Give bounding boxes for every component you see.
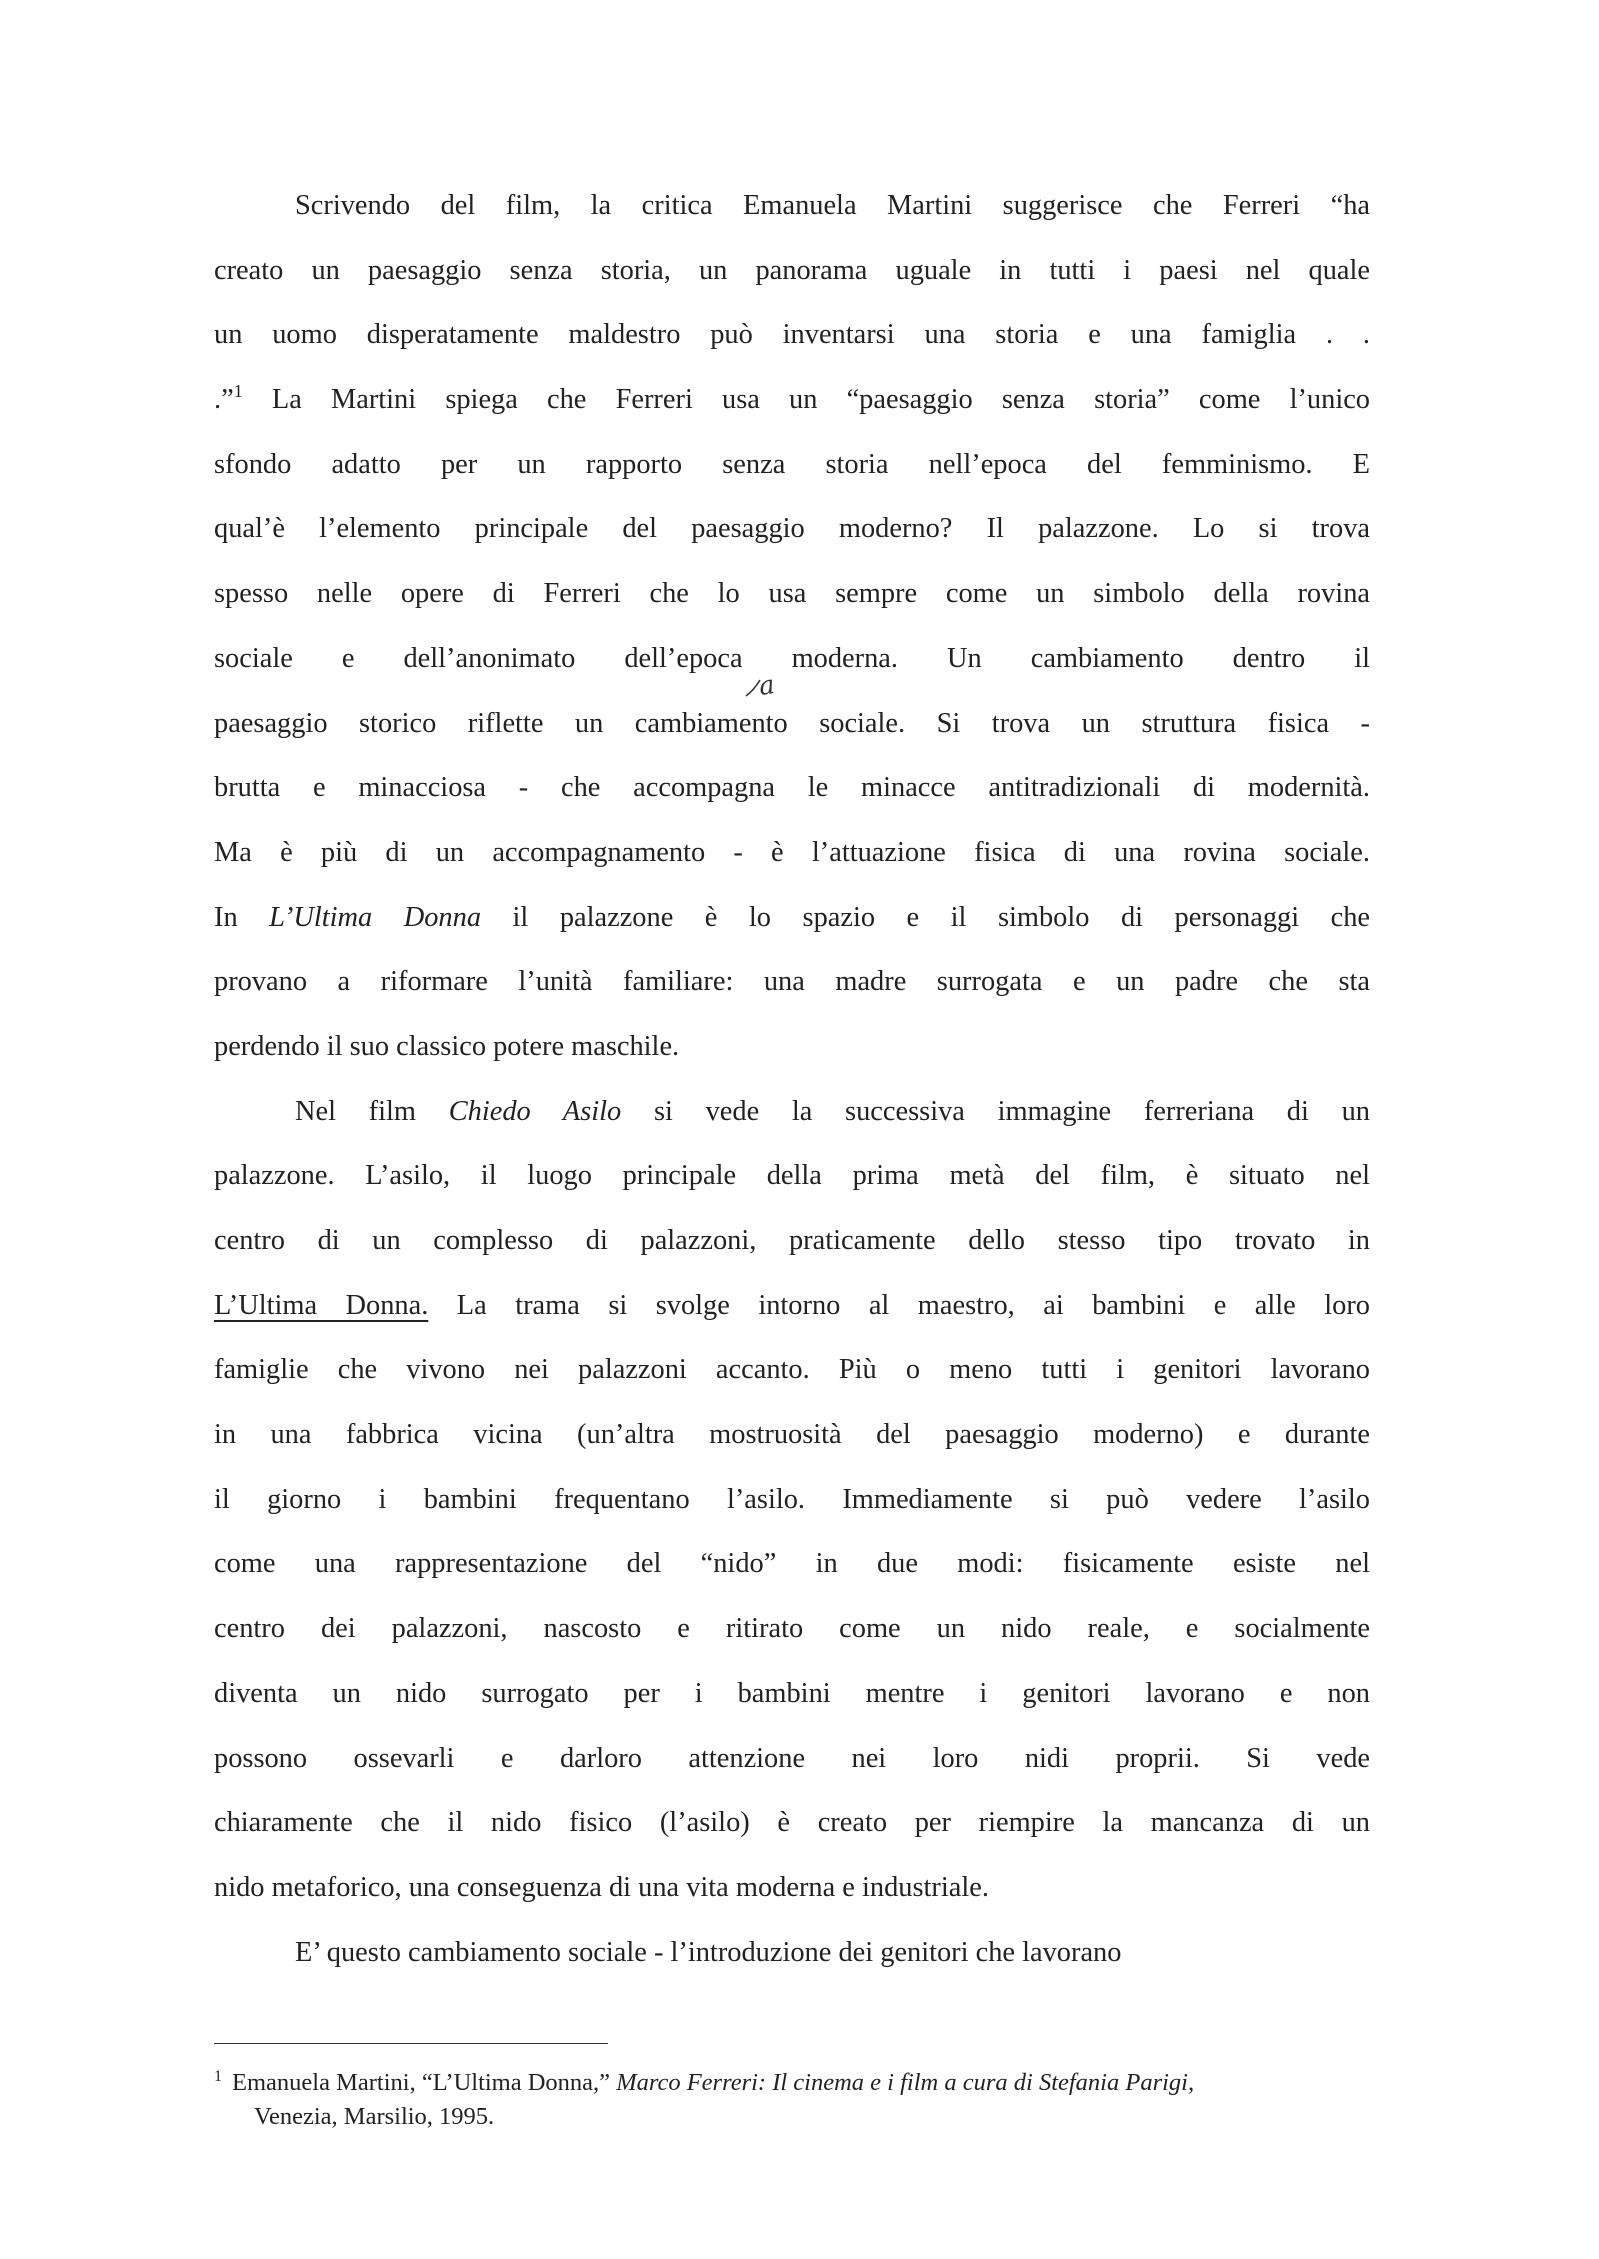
italic-title: L’Ultima Donna <box>269 901 482 933</box>
text-line: il giorno i bambini frequentano l’asilo. Immediamente si può vedere l’asilo <box>214 1483 1370 1515</box>
footnote-number: 1 <box>214 2068 222 2085</box>
italic-title: Chiedo Asilo <box>448 1095 622 1127</box>
text-line: un uomo disperatamente maldestro può inventarsi una storia e una famiglia . . <box>214 319 1370 351</box>
handwritten-correction: a <box>756 670 777 702</box>
text-line: centro dei palazzoni, nascosto e ritirato come un nido reale, e socialmente <box>214 1613 1370 1645</box>
text-line: sociale e dell’anonimato dell’epoca moderna. Un cambiamento dentro il <box>214 642 1370 674</box>
text-line: provano a riformare l’unità familiare: una madre surrogata e un padre che sta <box>214 966 1370 998</box>
text-line: In L’Ultima Donna il palazzone è lo spazio e il simbolo di personaggi che <box>214 901 1371 933</box>
footnote-reference: 1 <box>233 381 243 402</box>
text-line: L’Ultima Donna. La trama si svolge intorno al maestro, ai bambini e alle loro <box>214 1289 1370 1321</box>
text-line: diventa un nido surrogato per i bambini mentre i genitori lavorano e non <box>214 1677 1370 1709</box>
text-line: creato un paesaggio senza storia, un panorama uguale in tutti i paesi nel quale <box>214 254 1370 286</box>
text-line: spesso nelle opere di Ferreri che lo usa sempre come un simbolo della rovina <box>214 578 1370 610</box>
text-line: palazzone. L’asilo, il luogo principale della prima metà del film, è situato nel <box>214 1160 1370 1192</box>
text-line: Ma è più di un accompagnamento - è l’attuazione fisica di una rovina sociale. <box>214 836 1370 868</box>
text-line: qual’è l’elemento principale del paesaggio moderno? Il palazzone. Lo si trova <box>214 513 1370 545</box>
footnote-line-1 <box>214 2060 1374 2100</box>
footnote-line-2: Venezia, Marsilio, 1995. <box>254 2103 495 2130</box>
text-line: .”$^1$ La Martini spiega che Ferreri usa un “paesaggio senza storia” come l’unico <box>214 381 1370 416</box>
text-line: sfondo adatto per un rapporto senza storia nell’epoca del femminismo. E <box>214 448 1370 480</box>
text-line: Scrivendo del film, la critica Emanuela Martini suggerisce che Ferreri “ha <box>295 190 1370 221</box>
text-line: in una fabbrica vicina (un’altra mostruosità del paesaggio moderno) e durante <box>214 1419 1370 1451</box>
text-line: nido metaforico, una conseguenza di una vita moderna e industriale. <box>214 1871 989 1903</box>
text-line: Nel film Chiedo Asilo si vede la successiva immagine ferreriana di un <box>295 1095 1370 1127</box>
text-line: E’ questo cambiamento sociale - l’introduzione dei genitori che lavorano <box>295 1936 1122 1968</box>
footnote-divider <box>214 2043 608 2044</box>
text-line: paesaggio storico riflette un cambiamento sociale. Si trova un struttura fisica - <box>214 707 1370 739</box>
text-line: perdendo il suo classico potere maschile. <box>214 1030 680 1062</box>
text-line: centro di un complesso di palazzoni, praticamente dello stesso tipo trovato in <box>214 1225 1370 1256</box>
text-line: brutta e minacciosa - che accompagna le minacce antitradizionali di modernità. <box>214 772 1370 804</box>
text-line: chiaramente che il nido fisico (l’asilo) è creato per riempire la mancanza di un <box>214 1807 1370 1839</box>
text-line: possono ossevarli e darloro attenzione nei loro nidi proprii. Si vede <box>214 1742 1370 1774</box>
italic-title: Marco Ferreri: Il cinema e i film a cura di Stefania Parigi, <box>616 2069 1195 2096</box>
footnote <box>214 2060 1374 2134</box>
text-line: come una rappresentazione del “nido” in due modi: fisicamente esiste nel <box>214 1548 1370 1580</box>
underlined-title: L’Ultima Donna. <box>214 1289 429 1321</box>
body-text <box>214 174 1370 1985</box>
footnote-citation: Emanuela Martini, “L’Ultima Donna,” Marco Ferreri: Il cinema e i film a cura di Stefania Parigi, <box>232 2069 1195 2096</box>
text-line: famiglie che vivono nei palazzoni accanto. Più o meno tutti i genitori lavorano <box>214 1354 1370 1386</box>
